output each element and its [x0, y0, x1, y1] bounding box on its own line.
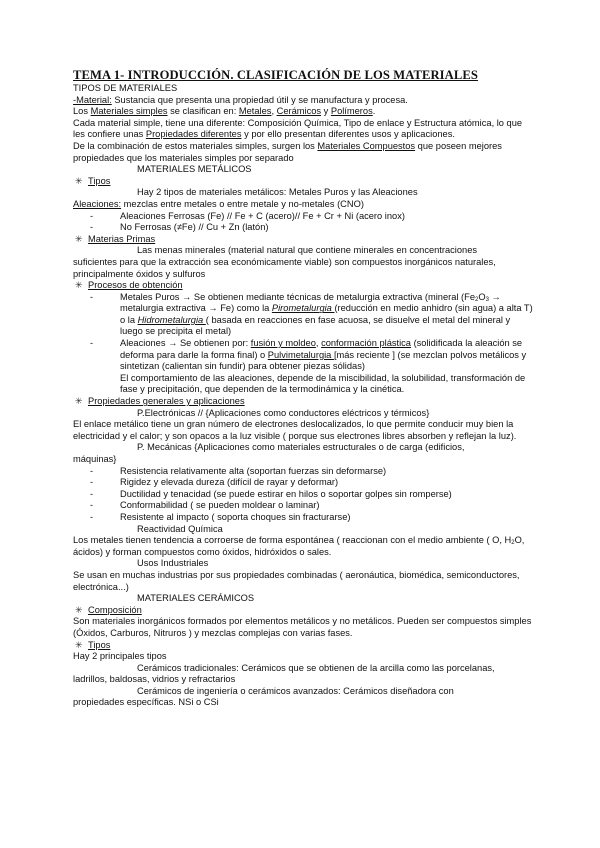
term-material: -Material: [73, 94, 112, 105]
text-fragment: Aleaciones → Se obtienen por: [120, 338, 251, 349]
list-item-text: Ductilidad y tenacidad (se puede estirar en hilos o soportar golpes sin romperse) [120, 488, 452, 499]
paragraph-enlace: El enlace metálico tiene un gran número de electrones deslocalizados, lo que permite conducir muy bien la electricidad y el calor; y son opacos a la luz visible ( porque sus electrones libres absorben y reflejan la luz). [73, 419, 517, 441]
list-item-text: Resistencia relativamente alta (soportan fuerzas sin deformarse) [120, 465, 387, 476]
text-fragment: O, ácidos) y forman compuestos como óxidos, hidróxidos o sales. [73, 535, 525, 557]
term-metales: Metales [238, 106, 272, 117]
section-tipos [73, 176, 533, 188]
term-materiales-simples: Materiales simples [90, 106, 168, 117]
term-pulvimetalurgia: Pulvimetalurgia [267, 349, 334, 360]
dash-marker: - [90, 338, 94, 349]
list-item-text: Aleaciones Ferrosas (Fe) // Fe + C (acero)// Fe + Cr + Ni (acero inox) [120, 210, 405, 221]
list-item-text: Resistente al impacto ( soporta choques sin fracturarse) [120, 511, 351, 522]
term-polimeros: Polímeros [330, 106, 373, 117]
heading-materiales-ceramicos: MATERIALES CERÁMICOS [137, 593, 255, 604]
sparkle-icon: ✳ [75, 604, 83, 615]
text-fragment: Metales Puros → Se obtienen mediante técnicas de metalurgia extractiva (mineral (Fe [120, 291, 475, 302]
section-procesos [73, 280, 533, 292]
text-fragment: y [321, 106, 331, 117]
text-fragment: De la combinación de estos materiales simples, surgen los [73, 140, 318, 151]
term-pirometalurgia: Pirometalurgia [271, 303, 335, 314]
paragraph-usos: Se usan en muchas industrias por sus propiedades combinadas ( aeronáutica, biomédica, semiconductores, electrónica...) [73, 569, 520, 592]
text-fragment: El comportamiento de las aleaciones, depende de la miscibilidad, la solubilidad, transformación de fase y precipitación, que dependen de la termodinámica y la cinética. [120, 372, 526, 395]
text-fragment: . [372, 106, 376, 117]
section-label: Tipos [88, 175, 111, 186]
list-item-text [108, 292, 533, 338]
list-item-text: Rigidez y elevada dureza (difícil de rayar y deformar) [120, 477, 339, 488]
text-fragment: mezclas entre metales o entre metale y no-metales (CNO) [121, 198, 364, 209]
document-body [73, 68, 533, 709]
text-fragment: (reducción en medio anhidro (sin agua) a alta T) o la [120, 303, 533, 325]
section-tipos-ceramicos [73, 640, 533, 652]
sparkle-icon: ✳ [75, 396, 83, 407]
section-label: Propiedades generales y aplicaciones [88, 396, 245, 407]
paragraph-menas-first: Las menas minerales (material natural que contiene minerales en concentraciones [137, 245, 478, 256]
list-item [73, 489, 533, 501]
dash-marker: - [90, 222, 94, 233]
list-item-text: Conformabilidad ( se pueden moldear o laminar) [120, 500, 320, 511]
dash-marker: - [90, 477, 94, 488]
paragraph-simples [73, 106, 533, 118]
list-item [73, 500, 533, 512]
text-fragment: , [315, 338, 322, 349]
dash-marker: - [90, 291, 94, 302]
subscript: 2 [511, 540, 515, 547]
text-fragment: Los [73, 106, 91, 117]
term-propiedades-diferentes: Propiedades diferentes [145, 129, 242, 140]
paragraph-tradicionales-first: Cerámicos tradicionales: Cerámicos que se obtienen de la arcilla como las porcelanas, [137, 662, 495, 673]
text-fragment: que poseen mejores propiedades que los materiales simples por separado [73, 140, 502, 163]
material-definition: Sustancia que presenta una propiedad útil y se manufactura y procesa. [111, 94, 408, 105]
section-label: Materias Primas [88, 233, 156, 244]
text-fragment: se clasifican en: [167, 106, 239, 117]
term-conformacion-plastica: conformación plástica [321, 338, 411, 349]
list-item [73, 222, 533, 234]
heading-reactividad: Reactividad Química [137, 523, 223, 534]
paragraph-corrosion [73, 535, 533, 558]
term-aleaciones: Aleaciones: [73, 198, 122, 209]
text-fragment: O [478, 291, 486, 302]
paragraph-combinacion [73, 141, 533, 164]
list-item [73, 477, 533, 489]
list-item [73, 512, 533, 524]
heading-usos: Usos Industriales [137, 558, 209, 569]
dash-marker: - [90, 488, 94, 499]
text-fragment: → metalurgia extractiva → Fe) como la [120, 291, 501, 314]
page-title: TEMA 1- INTRODUCCIÓN. CLASIFICACIÓN DE LOS MATERIALES [73, 68, 478, 82]
text-fragment: Cada material simple, tiene una diferente: Composición Química, Tipo de enlace y Estructura atómica, lo que les confiere unas [73, 117, 523, 140]
paragraph-aleaciones [73, 199, 533, 211]
term-materiales-compuestos: Materiales Compuestos [317, 140, 416, 151]
dash-marker: - [90, 511, 94, 522]
section-label: Procesos de obtención [88, 280, 183, 291]
text-fragment: (solidificada la aleación se deforma para darle la forma final) o [120, 338, 523, 360]
text-fragment: Los metales tienen tendencia a corroerse de forma espontánea ( reaccionan con el medio ambiente ( O, H [73, 535, 512, 546]
paragraph-menas-rest: suficientes para que la extracción sea económicamente viable) son compuestos inorgánicos naturales, principalmente óxidos y sulfuros [73, 256, 496, 279]
term-hidrometalurgia: Hidrometalurgia [137, 314, 206, 325]
paragraph-cada-material [73, 118, 533, 141]
paragraph-material [73, 95, 533, 107]
paragraph-tipos: Hay 2 tipos de materiales metálicos: Metales Puros y las Aleaciones [137, 187, 418, 198]
section-label: Composición [88, 604, 142, 615]
section-materias-primas [73, 234, 533, 246]
text-fragment: ( basada en reacciones en fase acuosa, se disuelve el metal del mineral y luego se precipita el metal) [120, 314, 511, 337]
list-item-text: No Ferrosas (≠Fe) // Cu + Zn (latón) [120, 222, 269, 233]
dash-marker: - [90, 500, 94, 511]
section-composicion [73, 605, 533, 617]
paragraph-ingenieria-rest: propiedades específicas. NSi o CSi [73, 697, 219, 708]
text-fragment: , [271, 106, 277, 117]
list-item-text [108, 338, 533, 396]
paragraph-principales: Hay 2 principales tipos [73, 651, 167, 662]
subscript: 3 [485, 296, 489, 303]
paragraph-mecanicas-rest: máquinas} [73, 454, 117, 464]
sparkle-icon: ✳ [75, 639, 83, 650]
sparkle-icon: ✳ [75, 280, 83, 291]
section-label: Tipos [88, 639, 111, 650]
dash-marker: - [90, 210, 94, 221]
list-item [73, 466, 533, 478]
list-item [73, 338, 533, 396]
heading-tipos-materiales: TIPOS DE MATERIALES [73, 83, 178, 93]
paragraph-ingenieria-first: Cerámicos de ingeniería o cerámicos avanzados: Cerámicos diseñadora con [137, 685, 454, 696]
text-fragment: y por ello presentan diferentes usos y aplicaciones. [241, 129, 455, 140]
sparkle-icon: ✳ [75, 175, 83, 186]
subscript: 2 [475, 296, 479, 303]
paragraph-composicion: Son materiales inorgánicos formados por elementos metálicos y no metálicos. Pueden ser compuestos simples (Óxidos, Carburos, Nitruros ) y mezclas complejas con varias fases. [73, 616, 532, 638]
dash-marker: - [90, 465, 94, 476]
list-item [73, 292, 533, 338]
term-ceramicos: Cerámicos [276, 106, 322, 117]
paragraph-tradicionales-rest: ladrillos, baldosas, vidrios y refractarios [73, 674, 236, 685]
paragraph-electronicas: P.Electrónicas // {Aplicaciones como conductores eléctricos y térmicos} [137, 407, 430, 418]
text-fragment: [más reciente ] (se mezclan polvos metálicos y sintetizan (calientan sin fundir) para obtener piezas sólidas) [120, 349, 527, 372]
heading-materiales-metalicos: MATERIALES METÁLICOS [137, 164, 252, 175]
sparkle-icon: ✳ [75, 233, 83, 244]
paragraph-mecanicas-first: P. Mecánicas {Aplicaciones como materiales estructurales o de carga (edificios, [137, 442, 465, 453]
section-propiedades [73, 396, 533, 408]
list-item [73, 211, 533, 223]
term-fusion-moldeo: fusión y moldeo [250, 338, 316, 349]
